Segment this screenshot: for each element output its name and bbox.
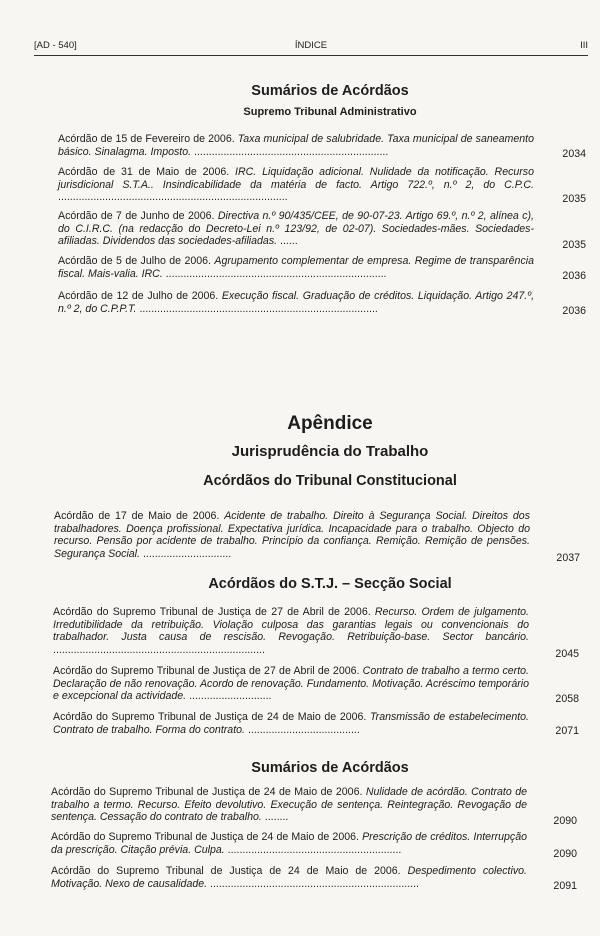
entry-page-number: 2071 [555, 725, 579, 737]
section-title-sumarios-sta: Sumários de Acórdãos [251, 83, 409, 99]
running-header [34, 40, 588, 54]
entry-lead: Acórdão de 7 de Junho de 2006. [58, 210, 215, 222]
leader-dots: ............................ [189, 690, 272, 703]
entry-page-number: 2035 [562, 193, 586, 205]
index-entry [53, 711, 579, 741]
entry-text [58, 290, 534, 315]
entry-text [53, 665, 529, 703]
index-entry [58, 290, 586, 320]
entry-lead: Acórdão do Supremo Tribunal de Justiça de 27 de Abril de 2006. [53, 665, 360, 677]
index-entry [51, 865, 577, 895]
index-entry [58, 255, 586, 285]
entry-lead: Acórdão de 17 de Maio de 2006. [54, 510, 220, 522]
index-entry [58, 133, 586, 163]
index-entry [51, 831, 577, 861]
entry-lead: Acórdão do Supremo Tribunal de Justiça de 24 de Maio de 2006. [53, 711, 367, 723]
entry-text [53, 606, 529, 657]
entry-page-number: 2034 [562, 148, 586, 160]
entry-lead: Acórdão do Supremo Tribunal de Justiça de 24 de Maio de 2006. [51, 831, 359, 843]
section-subtitle-sta: Supremo Tribunal Administrativo [243, 106, 417, 118]
header-rule [34, 55, 588, 56]
page-number-roman: III [580, 40, 588, 51]
entry-summary: Despedimento colectivo. Motivação. Nexo de causalidade. [51, 865, 527, 890]
entry-lead: Acórdão de 5 de Julho de 2006. [58, 255, 211, 267]
entry-summary: Nulidade de acórdão. Contrato de trabalho a termo. Recurso. Efeito devolutivo. Execução de sentença. Reintegração. Revogação de sentença. Cessação do contrato de trabalho. [51, 786, 527, 824]
leader-dots: .............................. [142, 548, 232, 561]
entry-text [58, 255, 534, 280]
entry-lead: Acórdão do Supremo Tribunal de Justiça de 24 de Maio de 2006. [51, 865, 401, 877]
index-entry [53, 665, 579, 709]
entry-page-number: 2035 [562, 239, 586, 251]
entry-text [51, 786, 527, 824]
entry-lead: Acórdão de 12 de Julho de 2006. [58, 290, 219, 302]
entry-summary: Agrupamento complementar de empresa. Regime de transparência fiscal. Mais-valia. IRC. [58, 255, 534, 280]
leader-dots: ........................................................... [227, 843, 402, 856]
entry-page-number: 2036 [562, 270, 586, 282]
entry-summary: Recurso. Ordem de julgamento. Irredutibilidade da retribuição. Violação culposa das garantias legais ou convencionais do trabalhador. Justa causa de rescisão. Revogação. Retribuição-base. Sector bancário. [53, 606, 529, 644]
entry-page-number: 2036 [562, 305, 586, 317]
entry-text [51, 865, 527, 890]
leader-dots: ...................................... [247, 723, 360, 736]
entry-summary: Prescrição de créditos. Interrupção da prescrição. Citação prévia. Culpa. [51, 831, 527, 856]
entry-summary: Transmissão de estabelecimento. Contrato de trabalho. Forma do contrato. [53, 711, 530, 736]
appendix-title: Apêndice [287, 413, 373, 434]
entry-lead: Acórdão do Supremo Tribunal de Justiça de 24 de Maio de 2006. [51, 786, 363, 798]
section-title-stj-seccao-social: Acórdãos do S.T.J. – Secção Social [208, 576, 452, 592]
leader-dots: .............................................................................. [58, 191, 288, 204]
entry-text [58, 210, 534, 248]
entry-page-number: 2090 [553, 815, 577, 827]
entry-page-number: 2037 [556, 552, 580, 564]
leader-dots: ........................................................................... [165, 267, 387, 280]
entry-summary: Taxa municipal de salubridade. Taxa municipal de saneamento básico. Sinalagma. Imposto. [58, 133, 534, 158]
section-title-sumarios-acordaos-trabalho: Sumários de Acórdãos [251, 760, 409, 776]
entry-page-number: 2058 [555, 693, 579, 705]
entry-page-number: 2091 [553, 880, 577, 892]
section-title-tribunal-constitucional: Acórdãos do Tribunal Constitucional [203, 473, 457, 489]
entry-page-number: 2045 [555, 648, 579, 660]
entry-summary: Directiva n.º 90/435/CEE, de 90-07-23. Artigo 69.º, n.º 2, alínea c), do C.I.R.C. (na redacção do Decreto-Lei n.º 123/92, de 02-07). Sociedades-mães. Sociedades-afiliadas. Dividendos das sociedades-afiliadas. [58, 210, 534, 248]
page-reference: [AD - 540] [34, 40, 77, 51]
appendix-subtitle: Jurisprudência do Trabalho [231, 443, 429, 460]
entry-lead: Acórdão do Supremo Tribunal de Justiça de 27 de Abril de 2006. [53, 606, 371, 618]
entry-text [58, 166, 534, 204]
index-entry [58, 210, 586, 252]
entry-summary: Contrato de trabalho a termo certo. Declaração de não renovação. Acordo de renovação. Fundamento. Motivação. Acréscimo temporário e excepcional da actividade. [53, 665, 529, 703]
index-entry [58, 166, 586, 206]
entry-text [53, 711, 529, 736]
leader-dots: ....................................................................... [210, 877, 419, 890]
entry-lead: Acórdão de 15 de Fevereiro de 2006. [58, 133, 235, 145]
index-entry [53, 606, 579, 662]
entry-text [51, 831, 527, 856]
entry-text [58, 133, 534, 158]
index-entry [54, 510, 580, 568]
index-entry [51, 786, 577, 828]
entry-text [54, 510, 530, 561]
leader-dots: ...... [280, 235, 298, 248]
header-title: ÍNDICE [294, 40, 328, 51]
entry-summary: Execução fiscal. Graduação de créditos. Liquidação. Artigo 247.º, n.º 2, do C.P.P.T. [58, 290, 535, 315]
entry-lead: Acórdão de 31 de Maio de 2006. [58, 166, 230, 178]
leader-dots: ........................................................................ [53, 644, 265, 657]
leader-dots: ........ [264, 811, 289, 824]
leader-dots: ................................................................................. [139, 302, 378, 315]
entry-summary: Acidente de trabalho. Direito à Segurança Social. Direitos dos trabalhadores. Doença profissional. Expectativa jurídica. Incapacidade para o trabalho. Objecto do recurso. Pensão por acidente de trabalho. Princípio da confiança. Remição. Remição de pensões. Segurança Social. [54, 510, 530, 561]
entry-summary: IRC. Liquidação adicional. Nulidade da notificação. Recurso jurisdicional S.T.A.. Insindicabilidade da matéria de facto. Artigo 722.º, n.º 2, do C.P.C. [58, 166, 534, 191]
entry-page-number: 2090 [553, 848, 577, 860]
leader-dots: .................................................................. [194, 145, 389, 158]
